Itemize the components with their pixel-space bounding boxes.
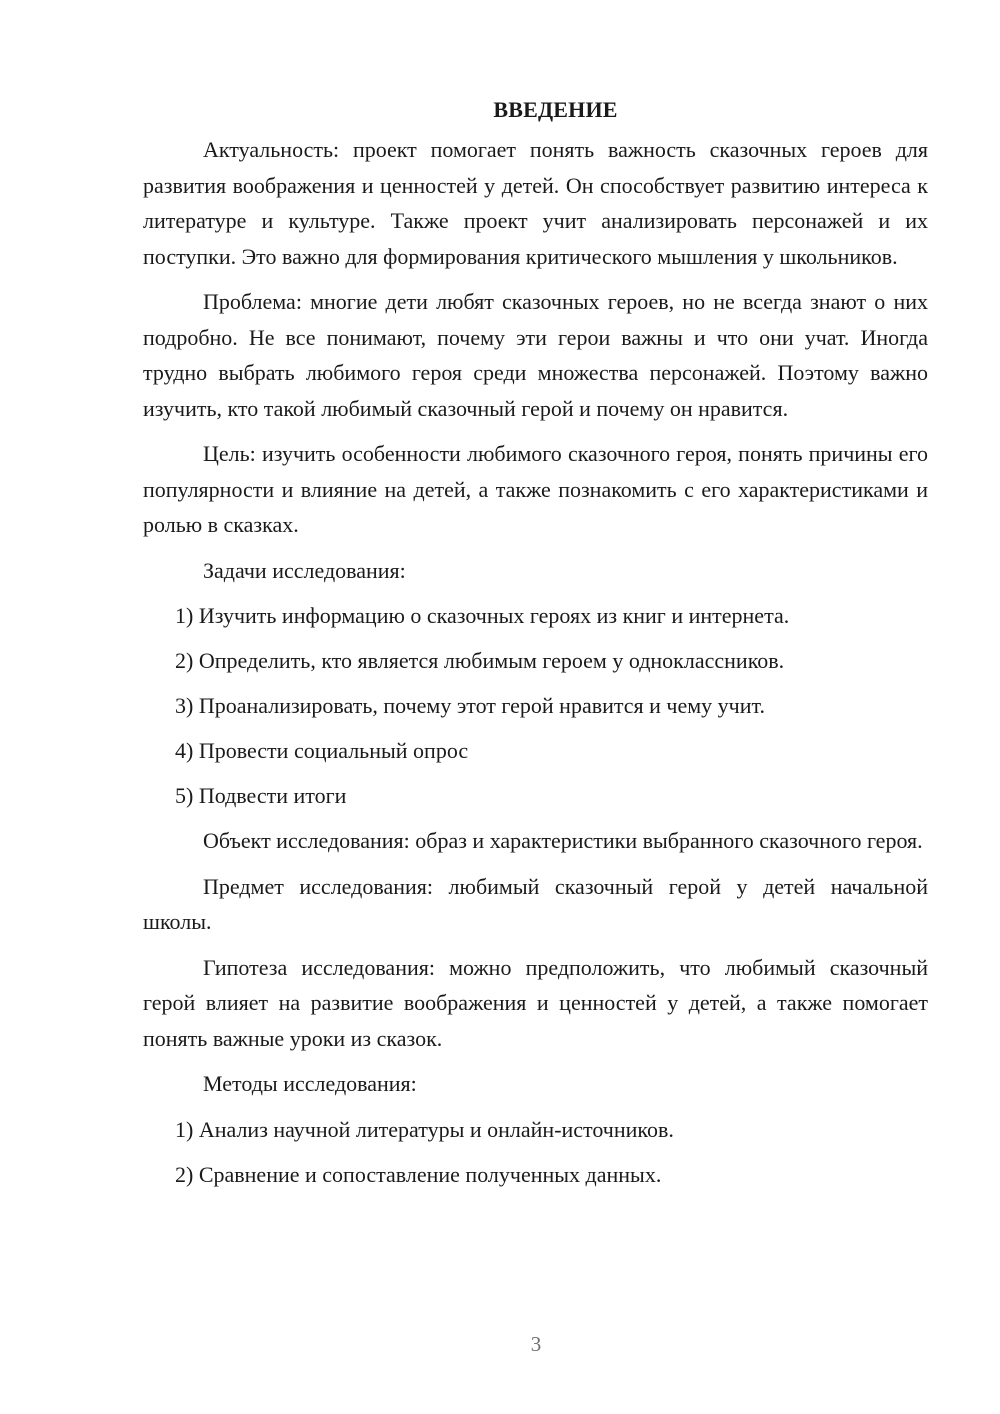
relevance-paragraph: Актуальность: проект помогает понять важность сказочных героев для развития воображения и ценностей у детей. Он способствует развитию интереса к литературе и культуре. Также проект учит анализировать персонажей и их поступки. Это важно для формирования критического мышления у школьников. (143, 137, 928, 269)
list-item: 3) Проанализировать, почему этот герой нравится и чему учит. (175, 693, 765, 718)
list-item: 1) Изучить информацию о сказочных героях из книг и интернета. (175, 603, 790, 628)
tasks-heading: Задачи исследования: (203, 557, 406, 583)
section-title: ВВЕДЕНИЕ (493, 97, 618, 122)
list-item: 1) Анализ научной литературы и онлайн-источников. (175, 1116, 674, 1142)
methods-list (143, 1112, 928, 1193)
page-number: 3 (530, 1332, 542, 1356)
object-paragraph: Объект исследования: образ и характеристики выбранного сказочного героя. (203, 828, 923, 853)
methods-heading: Методы исследования: (203, 1071, 417, 1096)
problem-paragraph: Проблема: многие дети любят сказочных героев, но не всегда знают о них подробно. Не все понимают, почему эти герои важны и что они учат. Иногда трудно выбрать любимого героя среди множества персонажей. Поэтому важно изучить, кто такой любимый сказочный герой и почему он нравится. (143, 289, 928, 421)
document-page (143, 92, 928, 1202)
list-item: 2) Сравнение и сопоставление полученных данных. (175, 1161, 662, 1187)
subject-paragraph: Предмет исследования: любимый сказочный герой у детей начальной школы. (143, 873, 928, 934)
list-item: 4) Провести социальный опрос (175, 738, 469, 763)
goal-paragraph: Цель: изучить особенности любимого сказочного героя, понять причины его популярности и влияние на детей, а также познакомить с его характеристиками и ролью в сказках. (143, 441, 928, 537)
tasks-list (143, 598, 928, 814)
list-item: 5) Подвести итоги (175, 783, 347, 808)
list-item: 2) Определить, кто является любимым героем у одноклассников. (175, 648, 785, 673)
hypothesis-paragraph: Гипотеза исследования: можно предположить, что любимый сказочный герой влияет на развитие воображения и ценностей у детей, а также помогает понять важные уроки из сказок. (143, 954, 928, 1051)
